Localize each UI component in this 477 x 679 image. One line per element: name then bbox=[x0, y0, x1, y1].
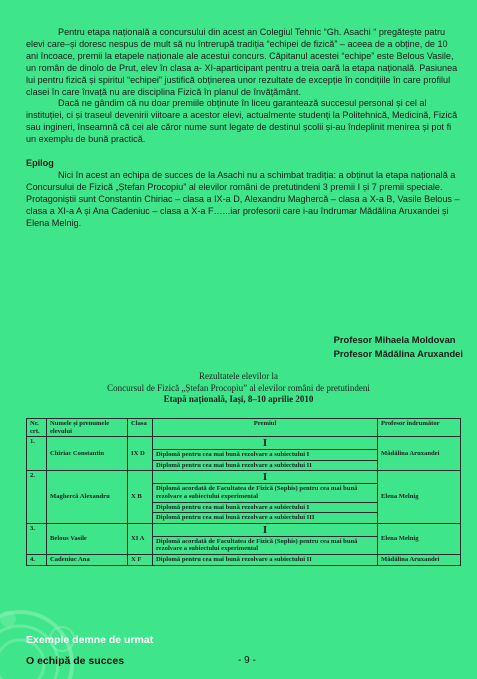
header-prize: Premiul bbox=[153, 419, 378, 437]
table-row bbox=[27, 523, 461, 536]
prize-level: I bbox=[153, 437, 378, 450]
student-class: IX D bbox=[128, 437, 153, 471]
special-prize: Diplomă pentru cea mai bună rezolvare a subiectului I bbox=[153, 450, 378, 461]
paragraph-2: Dacă ne gândim că nu doar premiile obținute în liceu garantează succesul personal și cel al instituției, ci și traseul devenirii viitoare a acestor elevi, actualmente studenți la Politehnică, Medicină, Fizică sau ingineri, înseamnă că cei ale căror nume sunt legate de destinul școlii și-au îndeplinit menirea și pot fi un exemplu de bună practică. bbox=[26, 98, 458, 145]
teacher-name: Elena Melnig bbox=[378, 471, 461, 523]
table-header-row bbox=[27, 419, 461, 437]
table-row bbox=[27, 437, 461, 450]
paragraph-1: Pentru etapa națională a concursului din acest an Colegiul Tehnic “Gh. Asachi “ pregătește patru elevi care–și doresc nespus de mult să nu întrerupă tradiția “echipei de fizică” – aceea de a obține, de 10 ani încoace, premii la etapele naționale ale acestui concurs. Căpitanul acestei “echipe” este Belous Vasile, un român de dinolo de Prut, elev în clasa a- XI-aparticipant pentru a treia oară la etapa națională. Pasiunea lui pentru fizică și spiritul “echipei” justifică obținerea unor rezultate de excepție în condițiile în care profilul clasei în care învață nu are disciplina Fizică în planul de învățământ. bbox=[26, 27, 458, 97]
footer-section-label: Exemple demne de urmat bbox=[26, 634, 154, 646]
prize-level: I bbox=[153, 471, 378, 484]
special-prize: Diplomă pentru cea mai bună rezolvare a subiectului II bbox=[153, 460, 378, 471]
teacher-name: Elena Melnig bbox=[378, 523, 461, 554]
row-number: 1. bbox=[27, 437, 47, 471]
header-class: Clasa bbox=[128, 419, 153, 437]
row-number: 3. bbox=[27, 523, 47, 554]
table-row bbox=[27, 554, 461, 565]
special-prize: Diplomă pentru cea mai bună rezolvare a subiectului II bbox=[153, 554, 378, 565]
student-name: Belous Vasile bbox=[47, 523, 128, 554]
row-number: 2. bbox=[27, 471, 47, 523]
student-class: X F bbox=[128, 554, 153, 565]
page-number: - 9 - bbox=[238, 655, 256, 666]
special-prize: Diplomă acordată de Facultatea de Fizică (Sophis) pentru cea mai bună rezolvare a subiectului experimental bbox=[153, 536, 378, 554]
results-title-line-3: Etapă națională, Iași, 8–10 aprilie 2010 bbox=[163, 394, 314, 404]
row-number: 4. bbox=[27, 554, 47, 565]
signature-1: Profesor Mihaela Moldovan bbox=[333, 334, 456, 345]
special-prize: Diplomă pentru cea mai bună rezolvare a subiectului I bbox=[153, 502, 378, 513]
epilog-heading: Epilog bbox=[26, 158, 54, 169]
teacher-name: Mădălina Aruxandei bbox=[378, 554, 461, 565]
header-name: Numele și prenumele elevului bbox=[47, 419, 128, 437]
student-name: Cadeniuc Ana bbox=[47, 554, 128, 565]
signature-2: Profesor Mădălina Aruxandei bbox=[333, 347, 463, 359]
results-title-line-1: Rezultatele elevilor la bbox=[199, 371, 278, 381]
special-prize: Diplomă acordată de Facultatea de Fizică (Sophis) pentru cea mai bună rezolvare a subiectului experimental bbox=[153, 484, 378, 502]
footer-article-title: O echipă de succes bbox=[26, 655, 125, 667]
table-row bbox=[27, 471, 461, 484]
header-teacher: Profesor îndrumător bbox=[378, 419, 461, 437]
header-nr: Nr. crt. bbox=[27, 419, 47, 437]
student-name: Maghercă Alexandru bbox=[47, 471, 128, 523]
epilog-paragraph: Nici în acest an echipa de succes de la Asachi nu a schimbat tradiția: a obținut la etapa națională a Concursului de Fizică „Ștefan Procopiu” al elevilor români de pretutindeni 3 premii I și 7 premii speciale. Protagoniștii sunt Constantin Chiriac – clasa a IX-a D, Alexandru Maghercă – clasa a X-a B, Vasile Belous – clasa a XI-a A și Ana Cadeniuc – clasa a X-a F…...iar profesorii care i-au îndrumar Mădălina Aruxandei și Elena Melnig. bbox=[26, 169, 460, 228]
article-body bbox=[26, 27, 462, 230]
student-class: X B bbox=[128, 471, 153, 523]
results-table bbox=[26, 418, 461, 566]
student-name: Chiriac Constantin bbox=[47, 437, 128, 471]
results-heading bbox=[0, 371, 477, 406]
teacher-name: Mădălina Aruxandei bbox=[378, 437, 461, 471]
signatures bbox=[334, 333, 463, 360]
student-class: XI A bbox=[128, 523, 153, 554]
results-title-line-2: Concursul de Fizică „Ștefan Procopiu” al elevilor români de pretutindeni bbox=[107, 382, 370, 393]
special-prize: Diplomă pentru cea mai bună rezolvare a subiectului III bbox=[153, 513, 378, 524]
prize-level: I bbox=[153, 523, 378, 536]
